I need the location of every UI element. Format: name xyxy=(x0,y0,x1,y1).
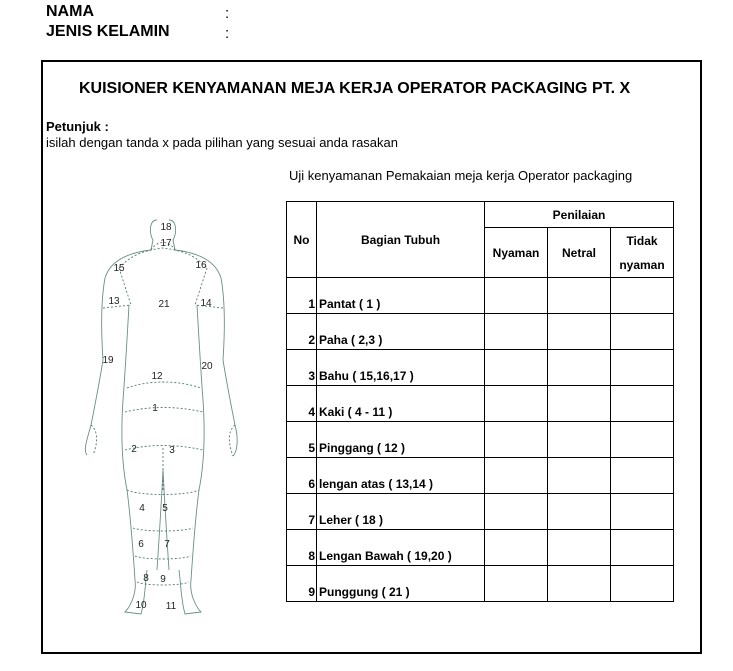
region-number: 20 xyxy=(201,361,213,372)
row-number: 7 xyxy=(287,494,317,530)
row-body-part: Pantat ( 1 ) xyxy=(317,278,485,314)
region-number: 21 xyxy=(158,299,170,310)
region-number: 3 xyxy=(169,445,175,456)
region-number: 11 xyxy=(165,601,177,612)
row-body-part: Punggung ( 21 ) xyxy=(317,566,485,602)
row-number: 5 xyxy=(287,422,317,458)
cell-netral[interactable] xyxy=(548,386,611,422)
region-number: 15 xyxy=(113,263,125,274)
comfort-rating-table xyxy=(286,201,674,602)
region-number: 14 xyxy=(200,298,212,309)
col-header-tidak-nyaman xyxy=(611,228,674,278)
table-row xyxy=(287,278,674,314)
row-body-part: Bahu ( 15,16,17 ) xyxy=(317,350,485,386)
col-header-tidak: Tidak xyxy=(626,233,658,248)
jenis-kelamin-label: JENIS KELAMIN xyxy=(46,23,170,40)
region-number: 16 xyxy=(195,260,207,271)
col-header-nyaman-2: nyaman xyxy=(619,257,665,272)
col-header-penilaian: Penilaian xyxy=(485,202,674,228)
region-number: 10 xyxy=(135,600,147,611)
table-row xyxy=(287,350,674,386)
cell-tidak-nyaman[interactable] xyxy=(611,566,674,602)
cell-nyaman[interactable] xyxy=(485,566,548,602)
col-header-bagian-tubuh: Bagian Tubuh xyxy=(317,202,485,278)
body-map-figure xyxy=(79,190,239,622)
table-row xyxy=(287,314,674,350)
cell-tidak-nyaman[interactable] xyxy=(611,530,674,566)
table-row xyxy=(287,458,674,494)
row-number: 2 xyxy=(287,314,317,350)
jenis-kelamin-colon: : xyxy=(225,25,230,42)
row-body-part: Paha ( 2,3 ) xyxy=(317,314,485,350)
cell-netral[interactable] xyxy=(548,530,611,566)
row-body-part: Pinggang ( 12 ) xyxy=(317,422,485,458)
cell-netral[interactable] xyxy=(548,350,611,386)
cell-nyaman[interactable] xyxy=(485,386,548,422)
table-row xyxy=(287,530,674,566)
region-number: 5 xyxy=(162,503,168,514)
region-number: 9 xyxy=(160,574,166,585)
region-number: 6 xyxy=(138,539,144,550)
region-number: 8 xyxy=(143,573,149,584)
row-number: 9 xyxy=(287,566,317,602)
row-number: 1 xyxy=(287,278,317,314)
nama-label: NAMA xyxy=(46,3,94,20)
region-number: 2 xyxy=(131,444,137,455)
cell-nyaman[interactable] xyxy=(485,278,548,314)
row-body-part: lengan atas ( 13,14 ) xyxy=(317,458,485,494)
row-number: 8 xyxy=(287,530,317,566)
row-number: 4 xyxy=(287,386,317,422)
row-number: 6 xyxy=(287,458,317,494)
cell-nyaman[interactable] xyxy=(485,350,548,386)
cell-tidak-nyaman[interactable] xyxy=(611,494,674,530)
instruction-label: Petunjuk : xyxy=(46,119,109,134)
row-body-part: Leher ( 18 ) xyxy=(317,494,485,530)
col-header-no: No xyxy=(287,202,317,278)
region-number: 17 xyxy=(160,238,172,249)
cell-nyaman[interactable] xyxy=(485,494,548,530)
region-number: 7 xyxy=(164,539,170,550)
col-header-nyaman: Nyaman xyxy=(485,228,548,278)
nama-colon: : xyxy=(225,5,230,22)
region-number: 4 xyxy=(139,503,145,514)
cell-netral[interactable] xyxy=(548,278,611,314)
row-number: 3 xyxy=(287,350,317,386)
row-body-part: Lengan Bawah ( 19,20 ) xyxy=(317,530,485,566)
table-row xyxy=(287,422,674,458)
table-row xyxy=(287,386,674,422)
col-header-netral: Netral xyxy=(548,228,611,278)
instruction-text: isilah dengan tanda x pada pilihan yang sesuai anda rasakan xyxy=(46,135,398,150)
cell-nyaman[interactable] xyxy=(485,314,548,350)
row-body-part: Kaki ( 4 - 11 ) xyxy=(317,386,485,422)
cell-tidak-nyaman[interactable] xyxy=(611,278,674,314)
cell-tidak-nyaman[interactable] xyxy=(611,386,674,422)
cell-netral[interactable] xyxy=(548,314,611,350)
cell-netral[interactable] xyxy=(548,566,611,602)
region-number: 12 xyxy=(151,371,163,382)
cell-nyaman[interactable] xyxy=(485,530,548,566)
cell-nyaman[interactable] xyxy=(485,458,548,494)
questionnaire-frame xyxy=(41,60,702,654)
region-number: 13 xyxy=(108,296,120,307)
cell-netral[interactable] xyxy=(548,458,611,494)
table-subtitle: Uji kenyamanan Pemakaian meja kerja Operator packaging xyxy=(289,168,633,183)
cell-nyaman[interactable] xyxy=(485,422,548,458)
region-number: 18 xyxy=(160,222,172,233)
cell-tidak-nyaman[interactable] xyxy=(611,422,674,458)
cell-tidak-nyaman[interactable] xyxy=(611,458,674,494)
body-outline xyxy=(85,220,237,614)
cell-tidak-nyaman[interactable] xyxy=(611,314,674,350)
region-number: 19 xyxy=(102,355,114,366)
form-title: KUISIONER KENYAMANAN MEJA KERJA OPERATOR PACKAGING PT. X xyxy=(79,80,631,97)
cell-netral[interactable] xyxy=(548,494,611,530)
table-row xyxy=(287,566,674,602)
cell-netral[interactable] xyxy=(548,422,611,458)
cell-tidak-nyaman[interactable] xyxy=(611,350,674,386)
table-row xyxy=(287,494,674,530)
region-number: 1 xyxy=(152,403,158,414)
